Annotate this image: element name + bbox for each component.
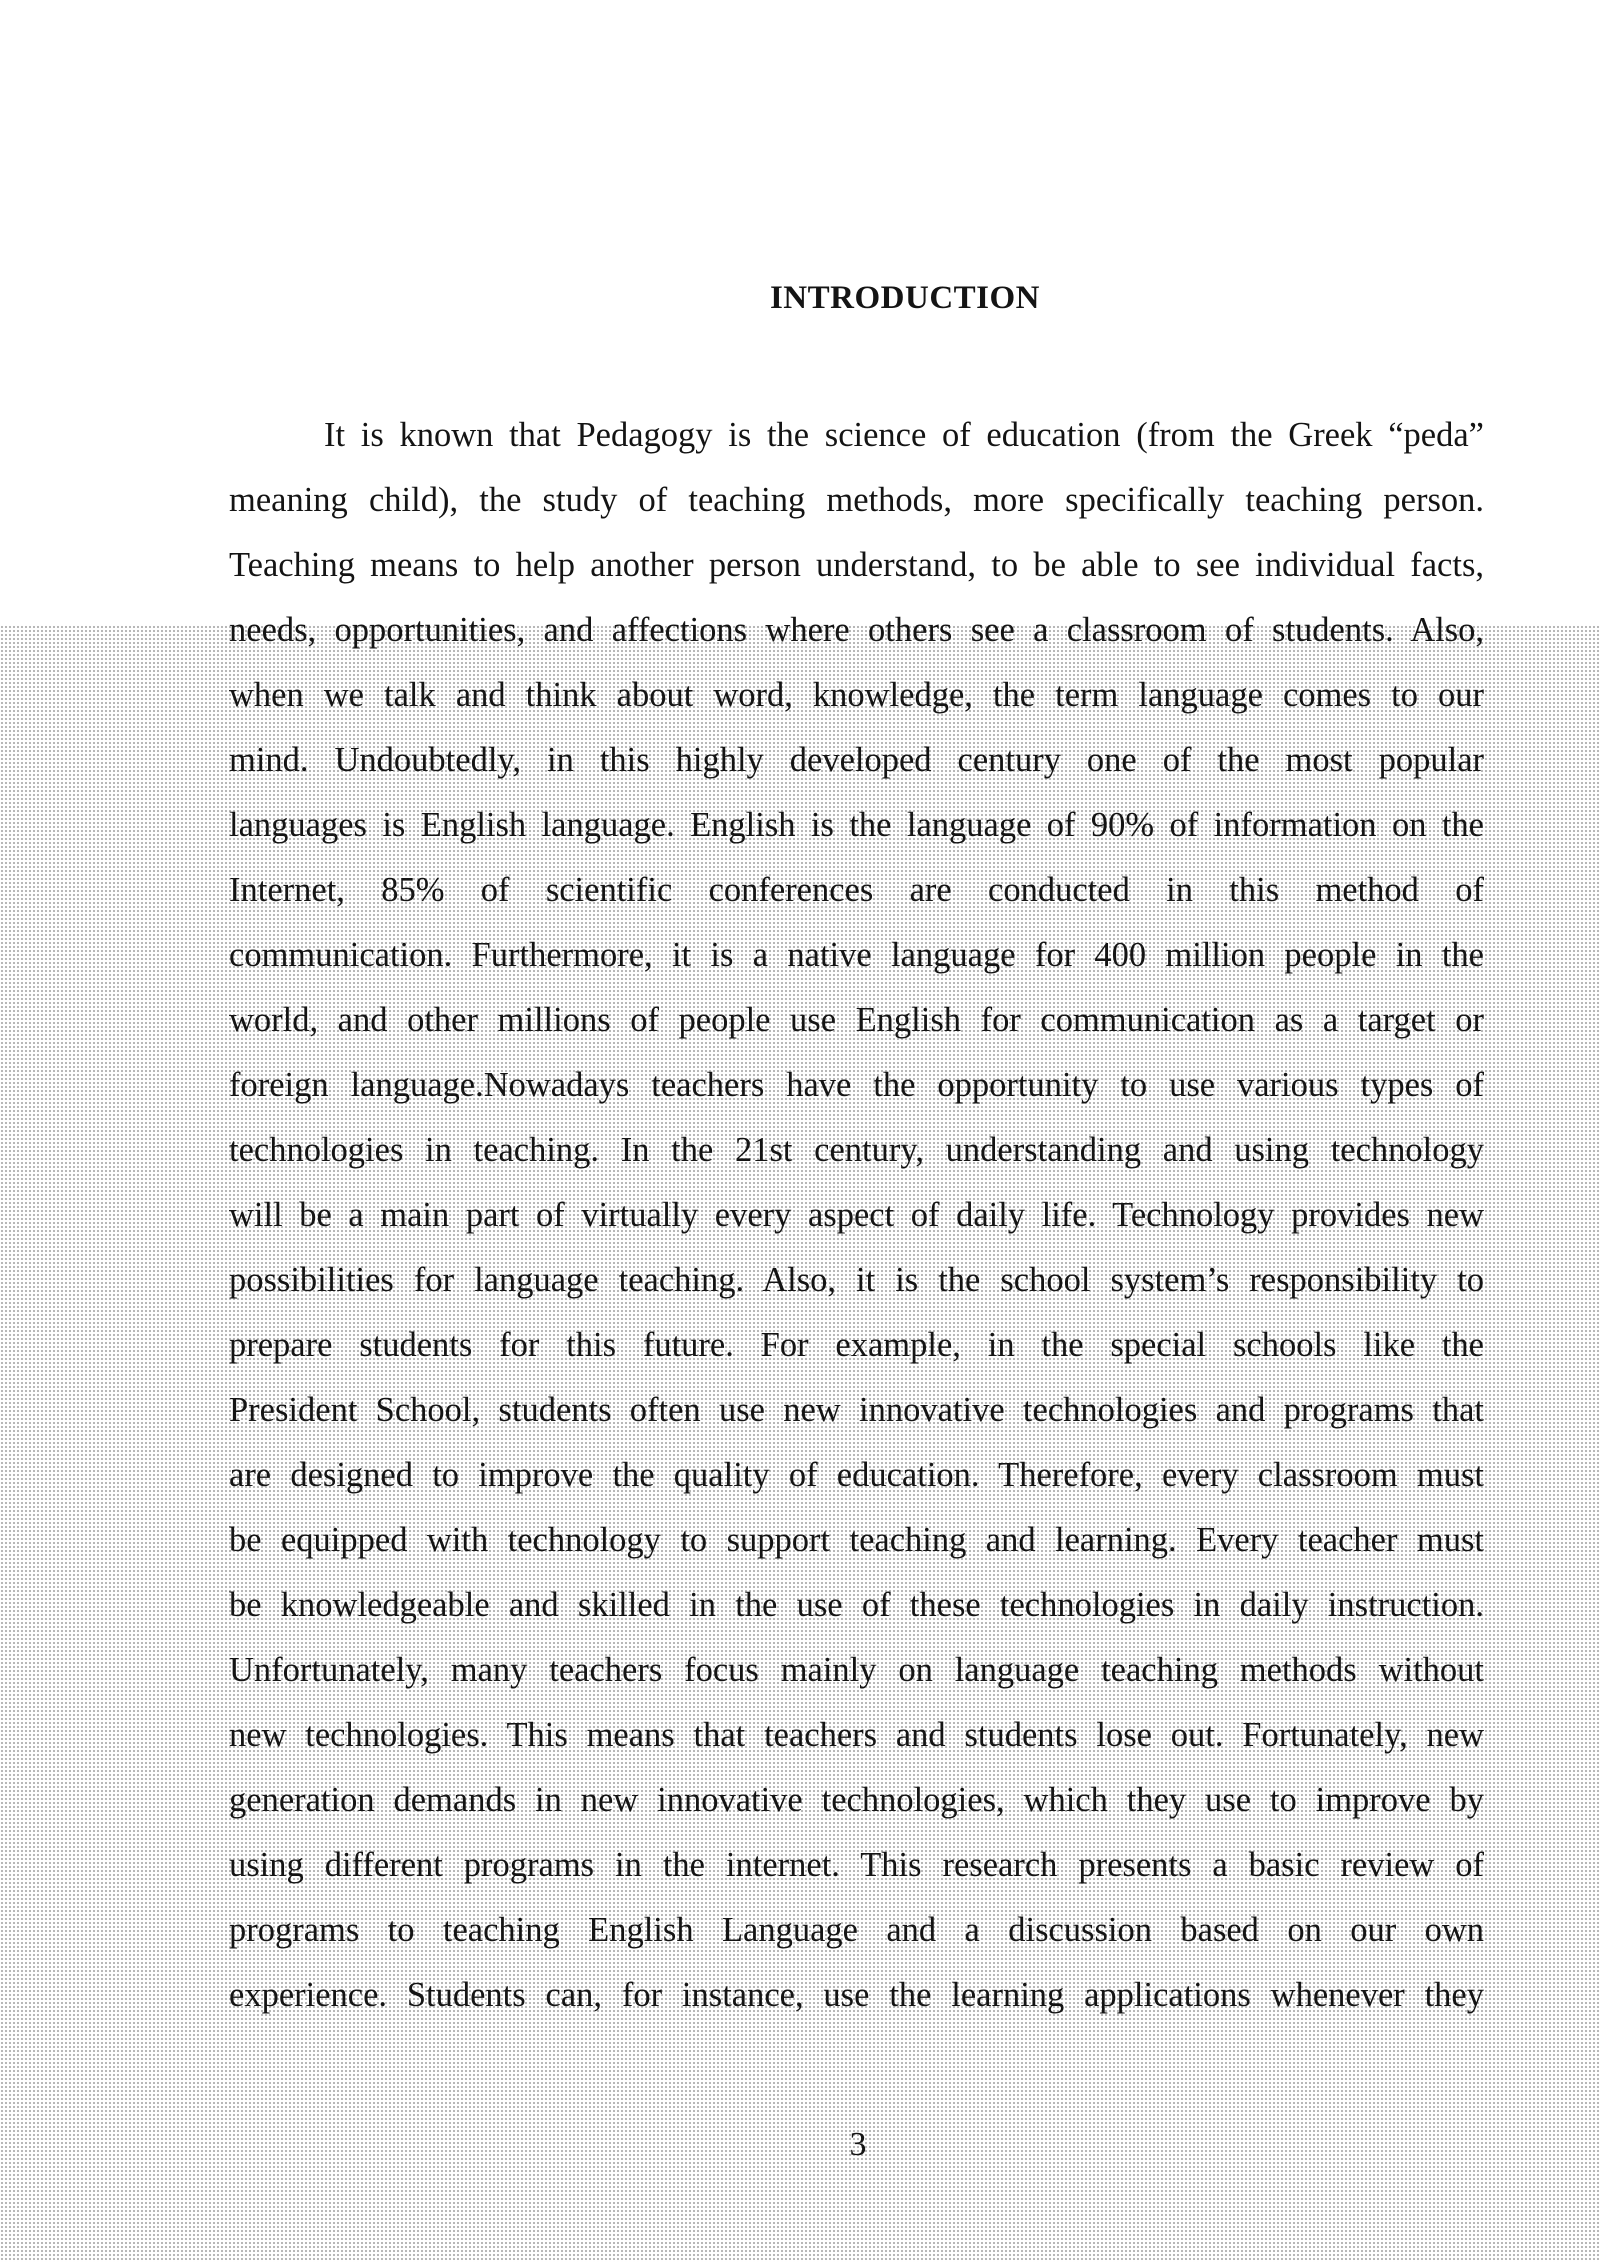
text-line: are designed to improve the quality of education. Therefore, every classroom must xyxy=(229,1456,1484,1494)
text-line: technologies in teaching. In the 21st century, understanding and using technology xyxy=(229,1131,1484,1169)
text-line: foreign language.Nowadays teachers have the opportunity to use various types of xyxy=(229,1066,1484,1104)
text-line: world, and other millions of people use English for communication as a target or xyxy=(229,1001,1484,1039)
text-line: prepare students for this future. For example, in the special schools like the xyxy=(229,1326,1484,1364)
text-line: when we talk and think about word, knowledge, the term language comes to our xyxy=(229,676,1484,714)
text-line: President School, students often use new innovative technologies and programs that xyxy=(229,1391,1484,1429)
text-line: be equipped with technology to support teaching and learning. Every teacher must xyxy=(229,1521,1484,1559)
text-line: new technologies. This means that teachers and students lose out. Fortunately, new xyxy=(229,1716,1484,1754)
text-line: Teaching means to help another person understand, to be able to see individual facts, xyxy=(229,546,1484,584)
text-line: needs, opportunities, and affections where others see a classroom of students. Also, xyxy=(229,611,1484,649)
text-line: It is known that Pedagogy is the science of education (from the Greek “peda” xyxy=(324,416,1484,454)
text-line: mind. Undoubtedly, in this highly developed century one of the most popular xyxy=(229,741,1484,779)
text-line: be knowledgeable and skilled in the use of these technologies in daily instruction. xyxy=(229,1586,1484,1624)
text-line: using different programs in the internet. This research presents a basic review of xyxy=(229,1846,1484,1884)
text-line: Unfortunately, many teachers focus mainly on language teaching methods without xyxy=(229,1651,1484,1689)
text-line: languages is English language. English is the language of 90% of information on the xyxy=(229,806,1484,844)
page-title: INTRODUCTION xyxy=(769,280,1041,316)
text-line: will be a main part of virtually every aspect of daily life. Technology provides new xyxy=(229,1196,1484,1234)
page-number: 3 xyxy=(849,2126,867,2163)
text-line: meaning child), the study of teaching methods, more specifically teaching person. xyxy=(229,481,1484,519)
text-line: experience. Students can, for instance, use the learning applications whenever they xyxy=(229,1976,1484,2014)
body-paragraph xyxy=(229,403,1484,2028)
text-line: communication. Furthermore, it is a native language for 400 million people in the xyxy=(229,936,1484,974)
text-line: Internet, 85% of scientific conferences are conducted in this method of xyxy=(229,871,1484,909)
text-line: programs to teaching English Language and a discussion based on our own xyxy=(229,1911,1484,1949)
text-line: possibilities for language teaching. Also, it is the school system’s responsibility to xyxy=(229,1261,1484,1299)
text-line: generation demands in new innovative technologies, which they use to improve by xyxy=(229,1781,1484,1819)
